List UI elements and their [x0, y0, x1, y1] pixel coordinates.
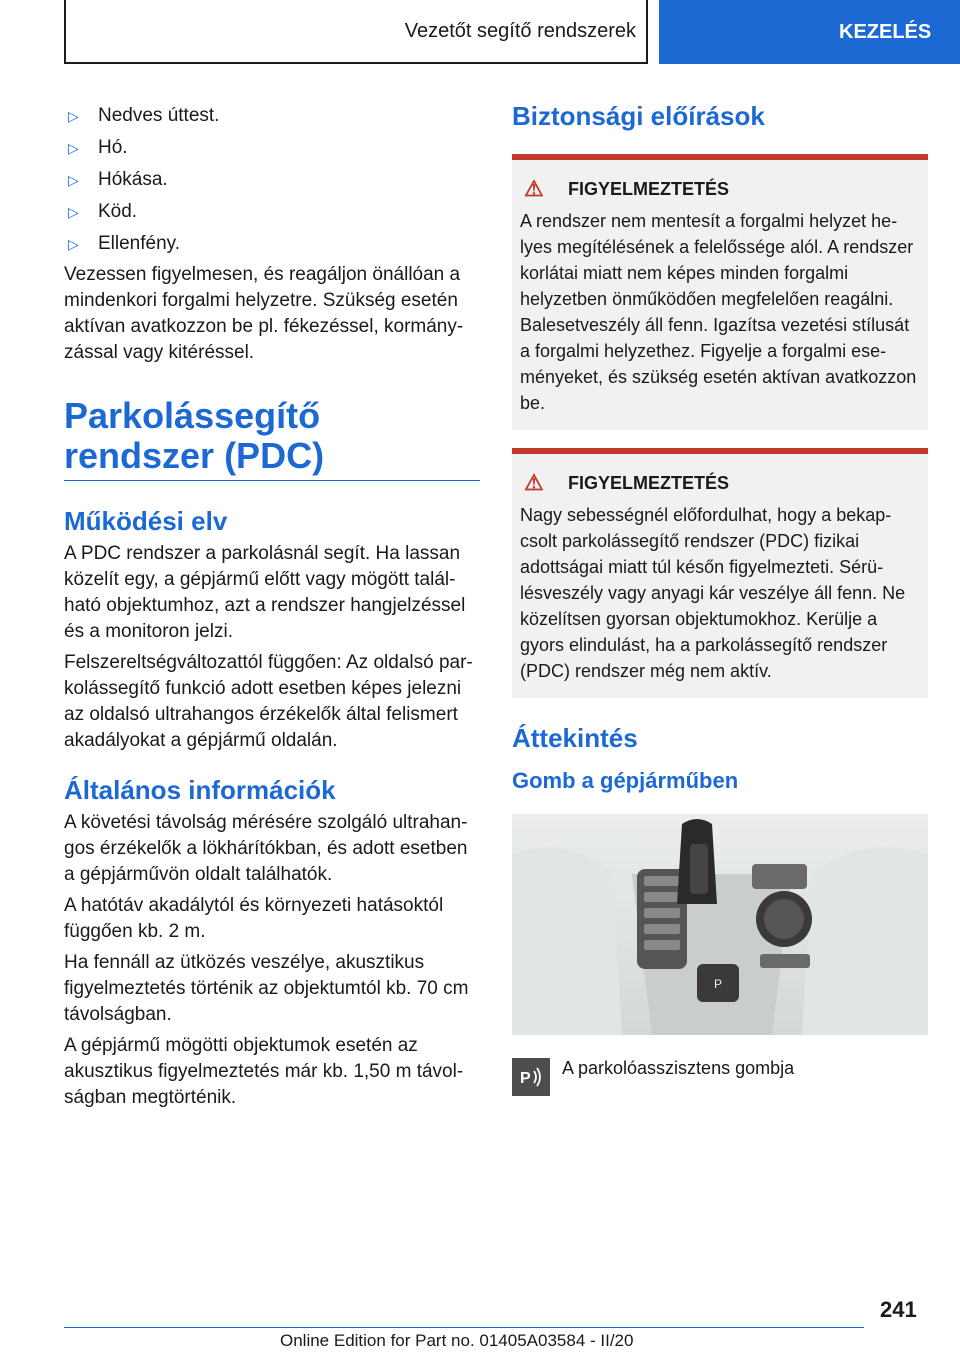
section-title: Parkolássegítő rendszer (PDC) — [64, 396, 480, 481]
warning-triangle-icon: ⚠ — [524, 176, 544, 201]
list-item-text: Nedves úttest. — [98, 105, 220, 126]
list-item-text: Köd. — [98, 201, 138, 222]
page-number: 241 — [880, 1297, 917, 1322]
heading-button-in-car: Gomb a gépjárműben — [512, 768, 739, 793]
paragraph: A követési távolság mérésére szolgáló ultrahangos érzékelők a lökhárítókban, és adott esetben a gépjárművön oldalt találhatók. — [64, 812, 468, 885]
warning-header — [520, 470, 920, 496]
list-item — [64, 228, 480, 260]
caption-text: A parkolóasszisztens gombja — [562, 1058, 795, 1078]
triangle-bullet-icon: ▷ — [68, 204, 79, 220]
header-section-box — [64, 0, 648, 64]
list-item-text: Hó. — [98, 137, 128, 158]
figure-caption — [512, 1058, 928, 1096]
footer-edition: Online Edition for Part no. 01405A03584 - II/20 — [280, 1331, 634, 1350]
list-item — [64, 196, 480, 228]
warning-box — [512, 448, 928, 698]
warning-header — [520, 176, 920, 202]
warning-title: FIGYELMEZTETÉS — [568, 472, 730, 493]
triangle-bullet-icon: ▷ — [68, 172, 79, 188]
triangle-bullet-icon: ▷ — [68, 236, 79, 252]
paragraph: Ha fennáll az ütközés veszélye, akusztikus figyelmeztetés történik az objektumtól kb. 70 cm távolságban. — [64, 952, 469, 1025]
left-column — [64, 100, 480, 1116]
triangle-bullet-icon: ▷ — [68, 140, 79, 156]
header-section-title: Vezetőt segítő rendszerek — [404, 19, 636, 42]
paragraph: A PDC rendszer a parkolásnál segít. Ha lassan közelít egy, a gépjármű előtt vagy mögött található objektumhoz, azt a rendszer hangjelzéssel és a monitoron jelzi. — [64, 543, 466, 642]
warning-text: Nagy sebességnél előfordulhat, hogy a bekapcsolt parkolássegítő rendszer (PDC) fizikai adottságai miatt túl későn figyelmezteti. Sérülésveszély vagy anyagi kár veszélye áll fenn. Ne közelítsen gyorsan objektumokhoz. Kerülje a gyors elindulást, ha a parkolássegítő rendszer (PDC) rendszer még nem aktív. — [520, 505, 906, 681]
paragraph: Felszereltségváltozattól függően: Az oldalsó parkolássegítő funkció adott esetben képes jelezni az oldalsó ultrahangos érzékelők által felismert akadályokat a gépjármű oldalán. — [64, 652, 473, 751]
warning-title: FIGYELMEZTETÉS — [568, 178, 730, 199]
parking-assistant-button-icon — [512, 1058, 550, 1096]
warning-triangle-icon: ⚠ — [524, 470, 544, 495]
heading-working-principle: Működési elv — [64, 506, 228, 536]
heading-overview: Áttekintés — [512, 723, 638, 753]
warning-text: A rendszer nem mentesít a forgalmi helyzet helyes megítélésének a felelőssége alól. A rendszer korlátai miatt nem képes minden forgalmi helyzetben önműködően megfelelően reagálni. Balesetveszély áll fenn. Igazítsa vezetési stílusát a forgalmi helyzethez. Figyelje a forgalmi eseményeket, és szükség esetén aktívan avatkozzon be. — [520, 211, 917, 413]
intro-paragraph: Vezessen figyelmesen, és reagáljon önállóan a mindenkori forgalmi helyzetre. Szükség esetén aktívan avatkozzon be pl. fékezéssel, kormányzással vagy kitéréssel. — [64, 264, 464, 363]
warning-box — [512, 154, 928, 430]
heading-general-info: Általános információk — [64, 775, 336, 805]
svg-text:P: P — [713, 977, 723, 991]
header-chapter-label: KEZELÉS — [839, 20, 932, 43]
triangle-bullet-icon: ▷ — [68, 108, 79, 124]
footer-divider — [64, 1327, 864, 1328]
list-item — [64, 132, 480, 164]
paragraph: A gépjármű mögötti objektumok esetén az akusztikus figyelmeztetés már kb. 1,50 m távolságban megtörténik. — [64, 1035, 464, 1108]
center-console-photo — [512, 814, 928, 1035]
right-column — [512, 100, 928, 1096]
list-item-text: Ellenfény. — [98, 233, 181, 254]
list-item-text: Hókása. — [98, 169, 168, 190]
paragraph: A hatótáv akadálytól és környezeti hatásoktól függően kb. 2 m. — [64, 895, 444, 942]
list-item — [64, 164, 480, 196]
list-item — [64, 100, 480, 132]
header-chapter-tab[interactable] — [659, 0, 960, 64]
svg-text:P: P — [520, 1070, 531, 1087]
heading-safety: Biztonsági előírások — [512, 101, 765, 131]
